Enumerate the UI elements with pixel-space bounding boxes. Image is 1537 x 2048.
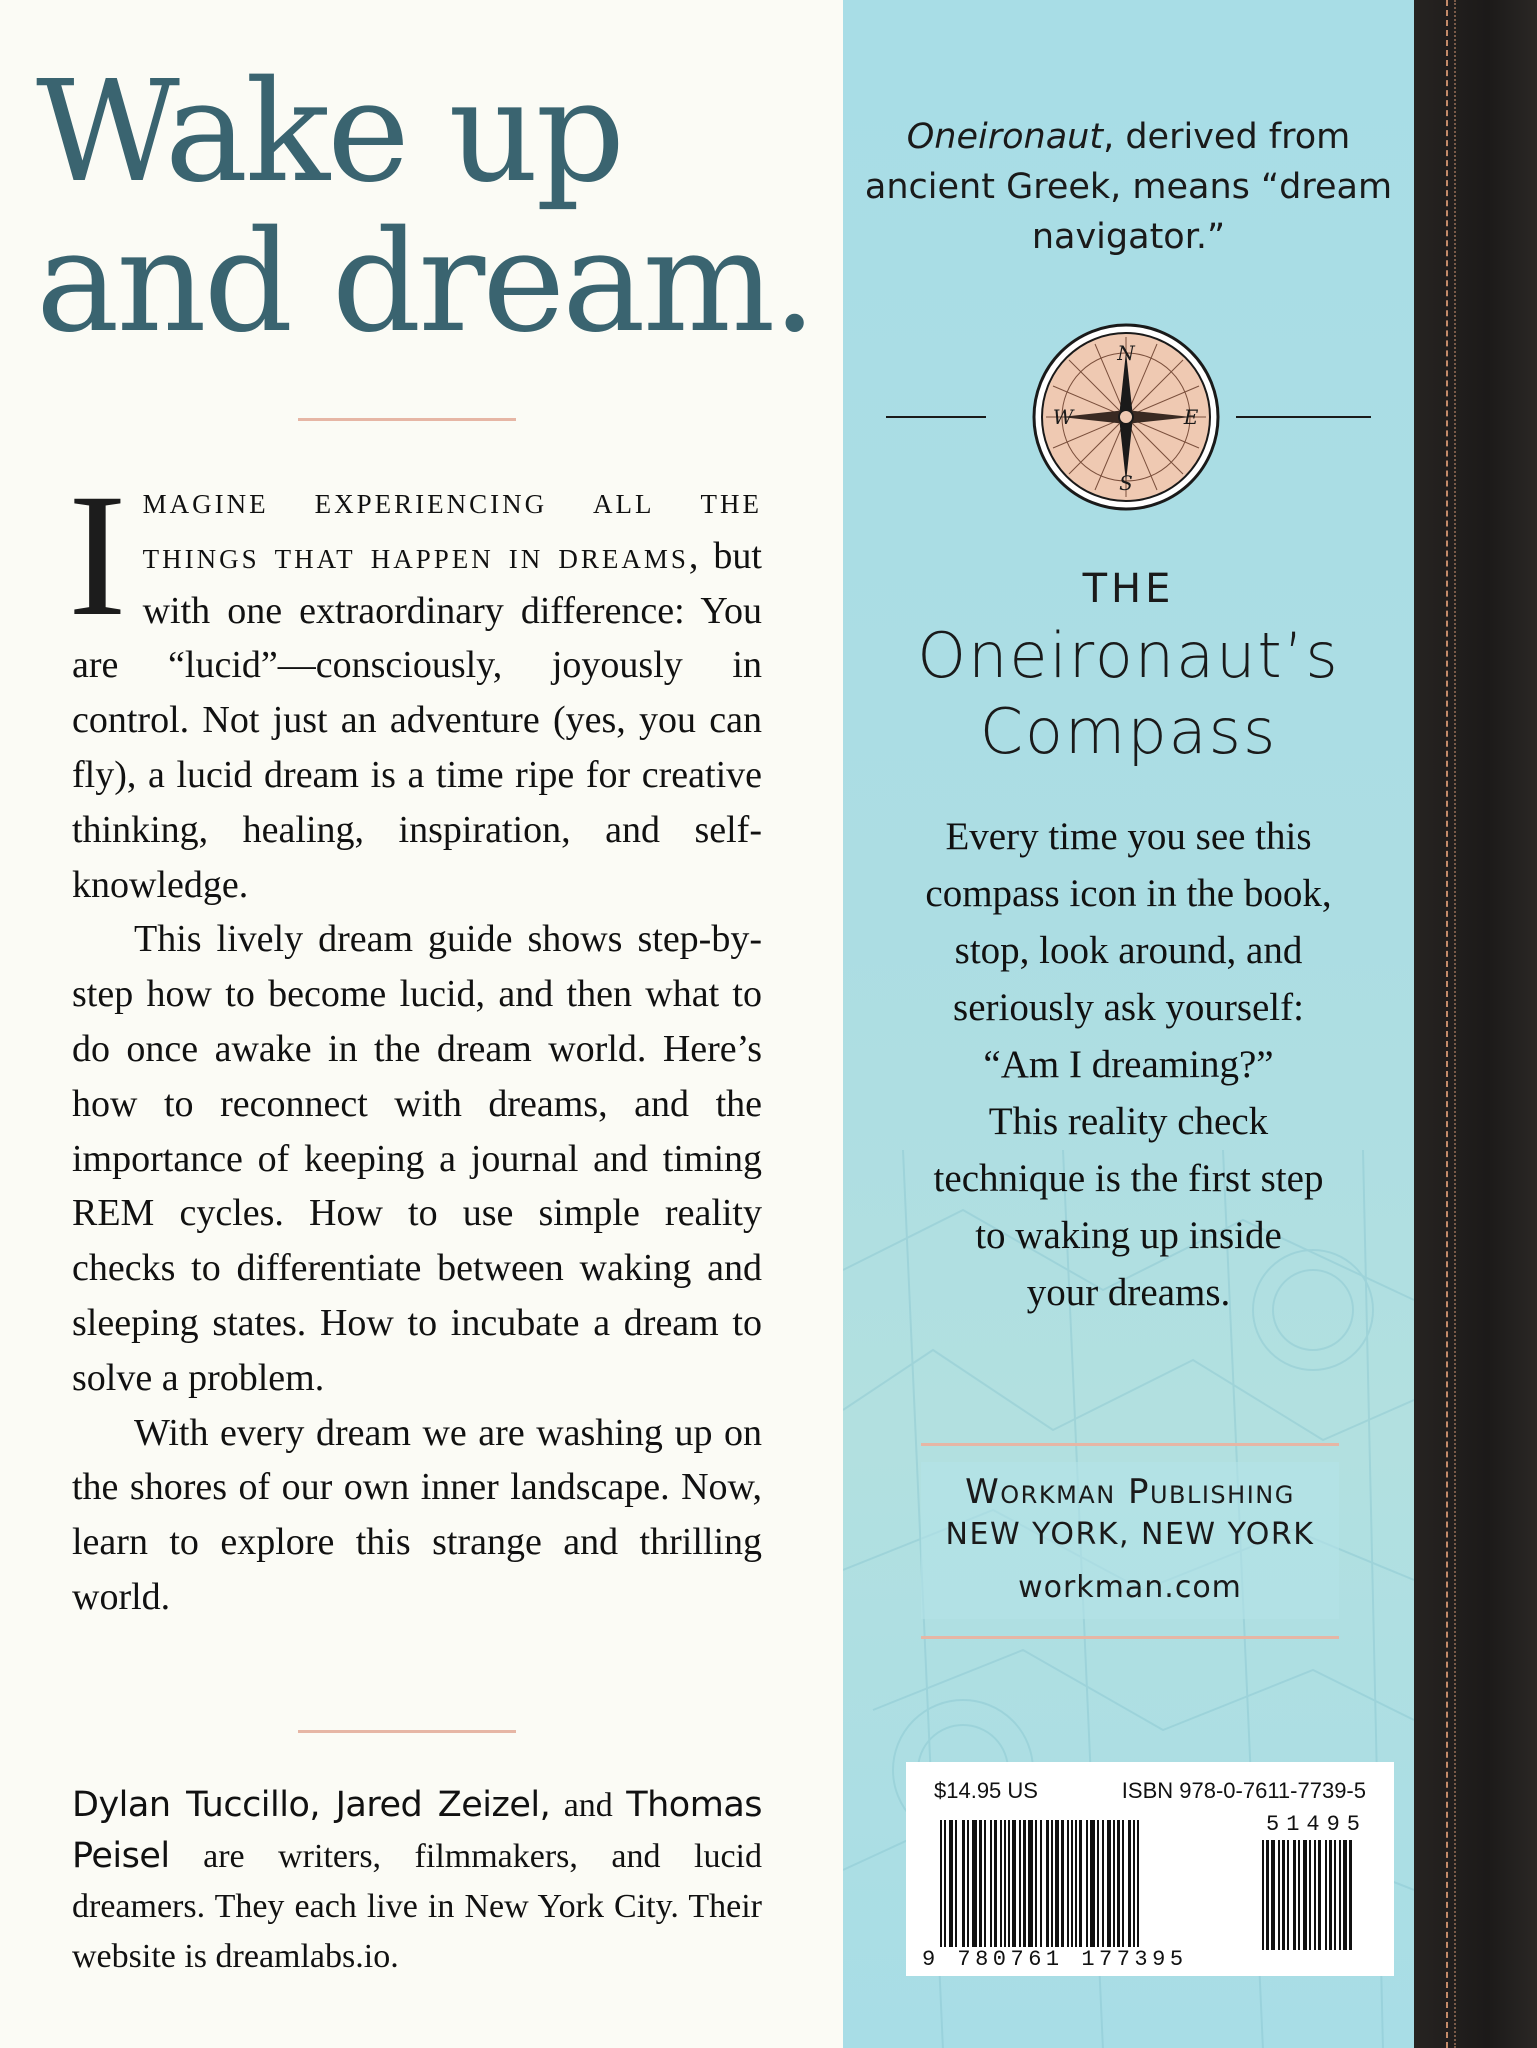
tagline [843,112,1414,262]
barcode-bar [990,1820,992,1950]
barcode-bar [994,1820,997,1950]
compass-line: your dreams. [1026,1271,1231,1314]
barcode-bar [1067,1820,1069,1950]
publisher-block [921,1462,1339,1619]
barcode-bar [1086,1820,1088,1950]
barcode-bar [1128,1820,1131,1950]
barcode-bar [1137,1820,1139,1950]
title-line-2: Compass [979,695,1278,768]
barcode-bar [962,1820,965,1950]
compass-line: compass icon in the book, [925,872,1332,915]
barcode-bar [1329,1840,1332,1950]
publisher-rule-bottom [921,1636,1339,1639]
compass-line: stop, look around, and [954,929,1303,972]
author-and: and [550,1787,627,1824]
intro-smallcaps: magine experiencing all the things that happen in dreams, [142,480,762,577]
paragraph-2: This lively dream guide shows step-by-step how to become lucid, and then what to do once awake in the dream world. Here’s how to reconnect with dreams, and the importance of keeping a journal and timing REM cycles. How to use simple reality checks to differentiate between waking and sleeping states. How to incubate a dream to solve a problem. [72,918,762,1399]
barcode-bar [1008,1820,1010,1950]
barcode-bar [1079,1820,1082,1950]
compass-description [843,808,1414,1321]
compass-line: seriously ask yourself: [953,986,1304,1029]
barcode-bar [1097,1820,1099,1950]
publisher-name: Workman Publishing [965,1472,1295,1512]
barcode-bar [1090,1820,1095,1950]
barcode-bar [1293,1840,1296,1950]
barcode-bar [1266,1840,1269,1950]
title-article: THE [1082,566,1175,612]
barcode-box [906,1762,1394,1976]
compass-line-left [886,416,986,418]
barcode-bar [1262,1840,1264,1950]
publisher-rule-top [921,1443,1339,1446]
divider-rule-bottom [298,1730,516,1733]
author-bio-text: are writers, filmmakers, and lucid dreamers. They each live in New York City. Their website is dreamlabs.io. [72,1838,762,1975]
barcode-bar [1117,1820,1120,1950]
barcode-bar [944,1820,946,1950]
barcode-bar [1023,1820,1026,1950]
barcode-bar [1055,1820,1059,1950]
divider-rule-top [298,418,516,421]
barcode-digits: 9 780761 177395 [922,1947,1242,1972]
barcode-bar [1000,1820,1002,1950]
barcode-bar [1133,1820,1135,1950]
barcode-bar [1334,1840,1336,1950]
compass-letter-s: S [1119,471,1133,495]
barcode-bar [1102,1820,1104,1950]
paragraph-3: With every dream we are washing up on the shores of our own inner landscape. Now, learn to explore this strange and thrilling world. [72,1411,762,1618]
section-title [843,618,1414,770]
barcode-bar [949,1820,953,1950]
barcode-bar [1028,1820,1033,1950]
compass-line: This reality check [988,1100,1269,1143]
compass-icon [1031,322,1221,512]
barcode-bar [1122,1820,1124,1950]
tagline-definition: , derived from ancient Greek, means “dream navigator.” [864,117,1393,257]
barcode-bar [1004,1820,1006,1950]
publisher-city: NEW YORK, NEW YORK [945,1517,1315,1552]
headline [36,51,836,364]
publisher-website: workman.com [1018,1570,1242,1605]
compass-line-right [1236,416,1371,418]
barcode-addon-digits: 51495 [1266,1812,1368,1837]
barcode-bar [972,1820,977,1950]
barcode-bar [1309,1840,1311,1950]
barcode-bar [940,1820,942,1950]
isbn-label: ISBN 978-0-7611-7739-5 [1121,1778,1366,1803]
barcode-bar [1046,1820,1049,1950]
barcode-bar [955,1820,957,1950]
compass-line: to waking up inside [975,1214,1282,1257]
barcode-bar [1271,1840,1275,1950]
headline-line-2: and dream. [36,201,814,364]
barcode-bar [1278,1840,1280,1950]
barcode-bar [967,1820,969,1950]
headline-line-1: Wake up [36,51,623,214]
barcode-addon [1262,1840,1382,1950]
book-spine [1414,0,1537,2048]
tagline-term: Oneironaut [906,117,1104,157]
title-line-1: Oneironaut’s [917,619,1340,692]
barcode-bar [1318,1840,1321,1950]
barcode-bar [1107,1820,1111,1950]
barcode-bar [1035,1820,1037,1950]
barcode-bar [1314,1840,1316,1950]
barcode-bar [1343,1840,1347,1950]
intro-text: but with one extraordinary difference: You are “lucid”—consciously, joyously in control. Not just an adventure (yes, you can fly), a lucid dream is a time ripe for creative thinking, healing, inspiration, and self-knowledge. [72,534,762,906]
barcode-bar [979,1820,982,1950]
barcode-ean [940,1820,1234,1950]
barcode-bar [1287,1840,1289,1950]
compass-letter-n: N [1117,341,1135,365]
paragraph-intro [68,458,762,912]
spine-stitching [1446,0,1448,2048]
compass-line: Every time you see this [945,815,1312,858]
barcode-bar [1075,1820,1077,1950]
compass-letter-w: W [1052,405,1074,429]
price-label: $14.95 US [934,1778,1038,1803]
author-names-1: Dylan Tuccillo, Jared Zeizel, [72,1785,551,1825]
barcode-bar [1051,1820,1053,1950]
barcode-bar [1339,1840,1341,1950]
drop-cap: I [68,458,127,653]
compass-line: “Am I dreaming?” [983,1043,1274,1086]
barcode-bar [1071,1820,1073,1950]
barcode-bar [1303,1840,1307,1950]
compass-letter-e: E [1183,405,1199,429]
author-names-2: Thomas Peisel [72,1785,763,1876]
barcode-bar [1113,1820,1115,1950]
barcode-bar [1282,1840,1285,1950]
barcode-bar [1349,1840,1352,1950]
barcode-bar [1040,1820,1042,1950]
barcode-bar [1019,1820,1021,1950]
barcode-bar [1325,1840,1327,1950]
description-body [68,458,762,1625]
compass-line: technique is the first step [933,1157,1324,1200]
barcode-bar [1298,1840,1300,1950]
author-bio [72,1780,762,1982]
back-cover-right-panel [843,0,1414,2048]
barcode-bar [984,1820,986,1950]
spine-stitching-inner [1454,0,1456,2048]
barcode-bar [1012,1820,1016,1950]
barcode-bar [1061,1820,1064,1950]
